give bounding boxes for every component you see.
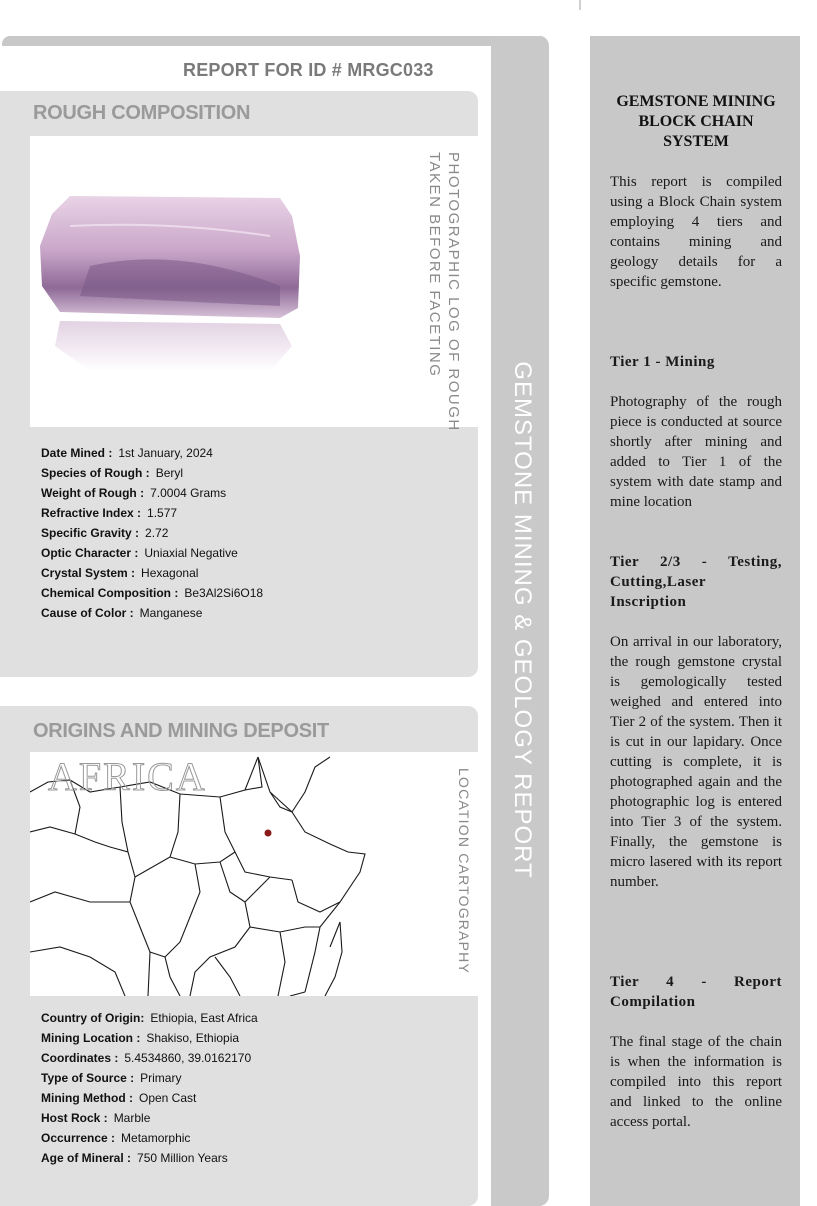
- detail-row: Weight of Rough : 7.0004 Grams: [41, 486, 227, 500]
- tier4-text: The final stage of the chain is when the information is compiled into this report and linked to the online access portal.: [610, 1034, 782, 1130]
- detail-row: Chemical Composition : Be3Al2Si6O18: [41, 586, 264, 600]
- detail-row: Refractive Index : 1.577: [41, 506, 178, 520]
- tier23-heading: Tier 2/3 - Testing, Cutting,Laser Inscription: [610, 554, 782, 610]
- report-id-heading: REPORT FOR ID # MRGC033: [183, 60, 434, 80]
- blockchain-title: GEMSTONE MINING BLOCK CHAIN SYSTEM: [616, 93, 776, 150]
- photo-caption-line-2: TAKEN BEFORE FACETING: [426, 152, 443, 378]
- photo-caption-line-1: PHOTOGRAPHIC LOG OF ROUGH: [445, 152, 462, 432]
- detail-row: Type of Source : Primary: [41, 1071, 182, 1085]
- side-title: GEMSTONE MINING & GEOLOGY REPORT: [509, 361, 536, 879]
- detail-row: Date Mined : 1st January, 2024: [41, 446, 213, 460]
- location-map: [30, 752, 478, 996]
- detail-row: Host Rock : Marble: [41, 1111, 151, 1125]
- blockchain-info-panel: [590, 36, 800, 1206]
- mine-location-marker: [265, 830, 272, 837]
- detail-row: Crystal System : Hexagonal: [41, 566, 199, 580]
- tier1-text: Photography of the rough piece is conducted at source shortly after mining and added to Tier 1 of the system with date stamp and mine location: [610, 394, 782, 510]
- top-tick-mark: [579, 0, 581, 10]
- rough-photo-area: [30, 136, 478, 432]
- rough-gem-photo: [30, 136, 478, 427]
- tier4-heading: Tier 4 - Report Compilation: [610, 974, 782, 1010]
- detail-row: Country of Origin: Ethiopia, East Africa: [41, 1011, 258, 1025]
- origins-panel: [0, 706, 478, 1206]
- rough-composition-title: ROUGH COMPOSITION: [33, 102, 251, 124]
- detail-row: Species of Rough : Beryl: [41, 466, 184, 480]
- detail-row: Coordinates : 5.4534860, 39.0162170: [41, 1051, 252, 1065]
- detail-row: Optic Character : Uniaxial Negative: [41, 546, 238, 560]
- detail-row: Mining Location : Shakiso, Ethiopia: [41, 1031, 240, 1045]
- detail-row: Age of Mineral : 750 Million Years: [41, 1151, 228, 1165]
- detail-row: Occurrence : Metamorphic: [41, 1131, 191, 1145]
- tier1-heading: Tier 1 - Mining: [610, 354, 715, 370]
- origins-title: ORIGINS AND MINING DEPOSIT: [33, 720, 329, 742]
- map-region-label: AFRICA: [48, 754, 207, 799]
- africa-map: [30, 752, 478, 996]
- top-border-bar: [2, 36, 548, 46]
- rough-details-list: [41, 443, 263, 623]
- detail-row: Cause of Color : Manganese: [41, 606, 203, 620]
- origin-details-list: [41, 1008, 258, 1168]
- rough-composition-panel: [0, 91, 478, 677]
- detail-row: Specific Gravity : 2.72: [41, 526, 169, 540]
- intro-text: This report is compiled using a Block Chain system employing 4 tiers and contains mining and geology details for a specific gemstone.: [610, 174, 782, 290]
- map-caption: LOCATION CARTOGRAPHY: [456, 768, 472, 975]
- detail-row: Mining Method : Open Cast: [41, 1091, 197, 1105]
- tier23-text: On arrival in our laboratory, the rough gemstone crystal is gemologically tested weighed and entered into Tier 2 of the system. Then it is cut in our lapidary. Once cutting is complete, it is photographed again and the photographic log is entered into Tier 3 of the system. Finally, the gemstone is micro lasered with its report number.: [610, 634, 782, 890]
